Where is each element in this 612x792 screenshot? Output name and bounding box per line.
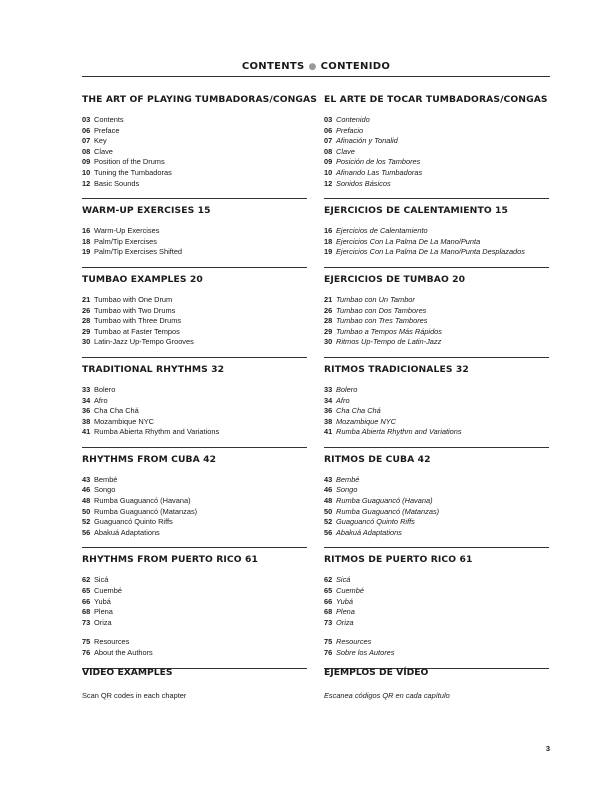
toc-entry[interactable] bbox=[324, 247, 549, 258]
entry-title: Afro bbox=[94, 395, 108, 405]
toc-entry[interactable] bbox=[82, 475, 307, 486]
entry-title: About the Authors bbox=[94, 648, 153, 657]
entry-title: Ritmos Up-Tempo de Latin-Jazz bbox=[336, 337, 442, 347]
section-title: TUMBAO EXAMPLES 20 bbox=[82, 273, 203, 285]
toc-entry[interactable] bbox=[82, 327, 307, 338]
toc-entry[interactable] bbox=[324, 648, 549, 659]
entry-title: Cuembé bbox=[94, 586, 122, 596]
toc-entry[interactable] bbox=[324, 168, 549, 179]
toc-entry[interactable] bbox=[82, 247, 307, 258]
section-title: WARM-UP EXERCISES 15 bbox=[82, 205, 211, 217]
page-ref: 68 bbox=[82, 607, 91, 617]
entry-title: Basic Sounds bbox=[94, 178, 140, 188]
toc-entry[interactable] bbox=[324, 637, 549, 648]
toc-entry[interactable] bbox=[82, 648, 307, 659]
entry-title: Abakuá Adaptations bbox=[336, 527, 402, 537]
toc-entry[interactable] bbox=[324, 475, 549, 486]
toc-list bbox=[82, 385, 307, 438]
page-ref: 36 bbox=[324, 406, 333, 416]
header-divider bbox=[82, 76, 550, 77]
page-ref: 48 bbox=[324, 496, 333, 506]
toc-entry[interactable] bbox=[82, 575, 307, 586]
entry-title: Rumba Guaguancó (Matanzas) bbox=[94, 506, 198, 516]
section-divider bbox=[324, 357, 549, 358]
toc-entry[interactable] bbox=[324, 316, 549, 327]
entry-title: Position of the Drums bbox=[94, 157, 165, 167]
section-divider bbox=[324, 267, 549, 268]
toc-list bbox=[82, 226, 307, 258]
page-ref: 75 bbox=[82, 637, 91, 647]
entry-title: Yubá bbox=[94, 596, 111, 606]
entry-title: Yubá bbox=[336, 596, 353, 606]
page-ref: 06 bbox=[324, 125, 333, 135]
toc-entry[interactable] bbox=[82, 507, 307, 518]
toc-list bbox=[82, 575, 307, 628]
spanish-column bbox=[324, 94, 549, 669]
toc-entry[interactable] bbox=[82, 306, 307, 317]
entry-title: Tumbao a Tempos Más Rápidos bbox=[336, 326, 442, 336]
entry-title: Oriza bbox=[94, 617, 112, 627]
entry-title: Bembé bbox=[336, 474, 360, 484]
toc-entry[interactable] bbox=[82, 396, 307, 407]
page-ref: 03 bbox=[82, 115, 91, 124]
page-ref: 09 bbox=[324, 157, 333, 167]
toc-entry[interactable] bbox=[82, 136, 307, 147]
entry-title: Bolero bbox=[94, 384, 116, 394]
page-ref: 73 bbox=[324, 617, 333, 627]
toc-entry[interactable] bbox=[82, 597, 307, 608]
entry-title: Afinando Las Tumbadoras bbox=[336, 167, 423, 177]
page-ref: 43 bbox=[324, 474, 333, 484]
page-ref: 41 bbox=[82, 427, 91, 437]
toc-entry[interactable] bbox=[82, 179, 307, 190]
page-ref: 38 bbox=[82, 416, 91, 426]
page-ref: 08 bbox=[324, 146, 333, 156]
toc-entry[interactable] bbox=[324, 115, 549, 126]
entry-title: Rumba Abierta Rhythm and Variations bbox=[336, 427, 462, 437]
entry-title: Afro bbox=[336, 395, 350, 405]
page-ref: 10 bbox=[82, 167, 91, 177]
entry-title: Sicá bbox=[94, 575, 109, 585]
entry-title: Tumbao with Three Drums bbox=[94, 316, 182, 326]
section-divider bbox=[324, 447, 549, 448]
entry-title: Tumbao con Dos Tambores bbox=[336, 305, 427, 315]
toc-entry[interactable] bbox=[324, 406, 549, 417]
page-ref: 19 bbox=[82, 247, 91, 257]
entry-title: Rumba Abierta Rhythm and Variations bbox=[94, 427, 220, 437]
page-ref: 16 bbox=[82, 226, 91, 236]
toc-entry[interactable] bbox=[324, 507, 549, 518]
entry-title: Clave bbox=[336, 146, 355, 156]
entry-title: Rumba Guaguancó (Matanzas) bbox=[336, 506, 440, 516]
video-examples-title-es: EJEMPLOS DE VÍDEO bbox=[324, 667, 429, 678]
entry-title: Plena bbox=[94, 607, 113, 617]
page-ref: 21 bbox=[82, 294, 91, 304]
toc-entry[interactable] bbox=[324, 157, 549, 168]
page-ref: 52 bbox=[82, 517, 91, 527]
page-ref: 12 bbox=[82, 178, 91, 188]
entry-title: Cha Cha Chá bbox=[94, 406, 139, 416]
page-ref: 73 bbox=[82, 617, 91, 627]
page-ref: 41 bbox=[324, 427, 333, 437]
page-ref: 06 bbox=[82, 125, 91, 135]
toc-entry[interactable] bbox=[82, 586, 307, 597]
page-ref: 28 bbox=[82, 316, 91, 326]
entry-title: Abakuá Adaptations bbox=[94, 527, 160, 537]
toc-entry[interactable] bbox=[82, 528, 307, 539]
page-ref: 33 bbox=[324, 384, 333, 394]
toc-entry[interactable] bbox=[324, 417, 549, 428]
toc-entry[interactable] bbox=[82, 637, 307, 648]
page-ref: 09 bbox=[82, 157, 91, 167]
page-ref: 50 bbox=[82, 506, 91, 516]
toc-entry[interactable] bbox=[324, 327, 549, 338]
entry-title: Posición de los Tambores bbox=[336, 157, 421, 167]
entry-title: Ejercicios Con La Palma De La Mano/Punta Desplazados bbox=[336, 247, 525, 257]
entry-title: Songo bbox=[336, 485, 358, 495]
toc-entry[interactable] bbox=[324, 237, 549, 248]
page-ref: 07 bbox=[324, 136, 333, 146]
entry-title: Tumbao with Two Drums bbox=[94, 305, 176, 315]
page-ref: 62 bbox=[324, 575, 333, 585]
toc-entry[interactable] bbox=[324, 607, 549, 618]
entry-title: Preface bbox=[94, 125, 120, 135]
entry-title: Tumbao con Un Tambor bbox=[336, 294, 415, 304]
page-ref: 26 bbox=[324, 305, 333, 315]
page-ref: 68 bbox=[324, 607, 333, 617]
bullet-separator-icon: ● bbox=[308, 62, 317, 72]
toc-list bbox=[324, 226, 549, 258]
page-ref: 48 bbox=[82, 496, 91, 506]
page-ref: 76 bbox=[324, 648, 333, 657]
page-ref: 19 bbox=[324, 247, 333, 257]
toc-entry[interactable] bbox=[324, 226, 549, 237]
toc-entry[interactable] bbox=[82, 618, 307, 629]
toc-entry[interactable] bbox=[82, 417, 307, 428]
toc-entry[interactable] bbox=[324, 306, 549, 317]
section-divider bbox=[82, 198, 307, 199]
page-ref: 46 bbox=[324, 485, 333, 495]
page-ref: 65 bbox=[82, 586, 91, 596]
toc-entry[interactable] bbox=[324, 485, 549, 496]
entry-title: Sobre los Autores bbox=[336, 648, 395, 657]
page-ref: 18 bbox=[82, 236, 91, 246]
section-title: RHYTHMS FROM CUBA 42 bbox=[82, 453, 217, 465]
toc-entry[interactable] bbox=[82, 517, 307, 528]
section-title: EJERCICIOS DE TUMBAO 20 bbox=[324, 273, 466, 285]
entry-title: Contenido bbox=[336, 115, 370, 124]
video-examples-description-es: Escanea códigos QR en cada capítulo bbox=[324, 691, 450, 700]
entry-title: Afinación y Tonalid bbox=[336, 136, 398, 146]
entry-title: Tumbao with One Drum bbox=[94, 294, 173, 304]
section-title: RITMOS DE CUBA 42 bbox=[324, 453, 431, 465]
toc-entry[interactable] bbox=[324, 517, 549, 528]
entry-title: Mozambique NYC bbox=[336, 416, 396, 426]
entry-title: Tuning the Tumbadoras bbox=[94, 167, 172, 177]
video-examples-title: VIDEO EXAMPLES bbox=[82, 667, 173, 678]
page-ref: 43 bbox=[82, 474, 91, 484]
entry-title: Plena bbox=[336, 607, 355, 617]
entry-title: Contents bbox=[94, 115, 124, 124]
page-ref: 76 bbox=[82, 648, 91, 657]
page-ref: 52 bbox=[324, 517, 333, 527]
entry-title: Mozambique NYC bbox=[94, 416, 154, 426]
toc-entry[interactable] bbox=[82, 406, 307, 417]
section-divider bbox=[82, 357, 307, 358]
page-ref: 50 bbox=[324, 506, 333, 516]
toc-entry[interactable] bbox=[82, 607, 307, 618]
toc-list bbox=[324, 385, 549, 438]
toc-list bbox=[324, 115, 549, 189]
toc-entry[interactable] bbox=[324, 147, 549, 158]
section-title: THE ART OF PLAYING TUMBADORAS/CONGAS bbox=[82, 94, 317, 105]
page-ref: 21 bbox=[324, 294, 333, 304]
entry-title: Ejercicios de Calentamiento bbox=[336, 226, 428, 236]
entry-title: Clave bbox=[94, 146, 113, 156]
entry-title: Warm-Up Exercises bbox=[94, 226, 160, 236]
section-divider bbox=[324, 547, 549, 548]
entry-title: Palm/Tip Exercises bbox=[94, 236, 157, 246]
toc-list-extra bbox=[82, 637, 307, 658]
entry-title: Guaguancó Quinto Riffs bbox=[94, 517, 173, 527]
page-ref: 18 bbox=[324, 236, 333, 246]
toc-entry[interactable] bbox=[324, 618, 549, 629]
toc-list bbox=[82, 115, 307, 189]
page-ref: 29 bbox=[324, 326, 333, 336]
toc-entry[interactable] bbox=[82, 126, 307, 137]
page-ref: 66 bbox=[324, 596, 333, 606]
toc-entry[interactable] bbox=[324, 597, 549, 608]
entry-title: Latin-Jazz Up-Tempo Grooves bbox=[94, 337, 194, 347]
toc-list bbox=[324, 575, 549, 628]
entry-title: Tumbao at Faster Tempos bbox=[94, 326, 180, 336]
toc-list-extra bbox=[324, 637, 549, 658]
toc-entry[interactable] bbox=[324, 575, 549, 586]
entry-title: Key bbox=[94, 136, 107, 146]
page-ref: 38 bbox=[324, 416, 333, 426]
toc-entry[interactable] bbox=[324, 427, 549, 438]
toc-entry[interactable] bbox=[82, 316, 307, 327]
page-ref: 65 bbox=[324, 586, 333, 596]
entry-title: Prefacio bbox=[336, 125, 364, 135]
section-title: TRADITIONAL RHYTHMS 32 bbox=[82, 363, 225, 375]
toc-entry[interactable] bbox=[82, 237, 307, 248]
page-ref: 03 bbox=[324, 115, 333, 124]
page-ref: 29 bbox=[82, 326, 91, 336]
section-divider bbox=[324, 198, 549, 199]
page-ref: 12 bbox=[324, 178, 333, 188]
page-ref: 16 bbox=[324, 226, 333, 236]
page-ref: 28 bbox=[324, 316, 333, 326]
page-ref: 75 bbox=[324, 637, 333, 647]
toc-entry[interactable] bbox=[82, 427, 307, 438]
page-number: 3 bbox=[545, 744, 550, 753]
page-ref: 46 bbox=[82, 485, 91, 495]
toc-entry[interactable] bbox=[82, 485, 307, 496]
page-ref: 26 bbox=[82, 305, 91, 315]
toc-list bbox=[82, 295, 307, 348]
page-ref: 10 bbox=[324, 167, 333, 177]
entry-title: Songo bbox=[94, 485, 116, 495]
entry-title: Sicá bbox=[336, 575, 351, 585]
entry-title: Resources bbox=[336, 637, 372, 647]
section-title: RITMOS TRADICIONALES 32 bbox=[324, 363, 469, 375]
entry-title: Oriza bbox=[336, 617, 354, 627]
section-title: RHYTHMS FROM PUERTO RICO 61 bbox=[82, 554, 258, 566]
toc-entry[interactable] bbox=[324, 385, 549, 396]
section-divider bbox=[82, 547, 307, 548]
header-english: CONTENTS bbox=[241, 61, 305, 72]
toc-entry[interactable] bbox=[324, 496, 549, 507]
page-ref: 66 bbox=[82, 596, 91, 606]
entry-title: Bolero bbox=[336, 384, 358, 394]
toc-entry[interactable] bbox=[82, 226, 307, 237]
toc-entry[interactable] bbox=[82, 115, 307, 126]
toc-entry[interactable] bbox=[82, 168, 307, 179]
entry-title: Ejercicios Con La Palma De La Mano/Punta bbox=[336, 236, 481, 246]
section-title: EJERCICIOS DE CALENTAMIENTO 15 bbox=[324, 205, 509, 217]
toc-entry[interactable] bbox=[82, 337, 307, 348]
entry-title: Palm/Tip Exercises Shifted bbox=[94, 247, 183, 257]
toc-entry[interactable] bbox=[324, 136, 549, 147]
toc-entry[interactable] bbox=[324, 295, 549, 306]
contents-header bbox=[82, 61, 550, 72]
page-ref: 56 bbox=[82, 527, 91, 537]
entry-title: Guaguancó Quinto Riffs bbox=[336, 517, 415, 527]
toc-entry[interactable] bbox=[324, 396, 549, 407]
page-ref: 30 bbox=[324, 337, 333, 347]
toc-entry[interactable] bbox=[324, 179, 549, 190]
toc-entry[interactable] bbox=[324, 126, 549, 137]
entry-title: Tumbao con Tres Tambores bbox=[336, 316, 428, 326]
entry-title: Cha Cha Chá bbox=[336, 406, 381, 416]
page-ref: 34 bbox=[324, 395, 333, 405]
section-title: RITMOS DE PUERTO RICO 61 bbox=[324, 554, 473, 566]
toc-list bbox=[82, 475, 307, 539]
section-title: EL ARTE DE TOCAR TUMBADORAS/CONGAS bbox=[324, 94, 548, 105]
page-ref: 30 bbox=[82, 337, 91, 347]
entry-title: Rumba Guaguancó (Havana) bbox=[94, 496, 191, 506]
entry-title: Cuembé bbox=[336, 586, 364, 596]
toc-list bbox=[324, 475, 549, 539]
page-ref: 56 bbox=[324, 527, 333, 537]
toc-entry[interactable] bbox=[82, 496, 307, 507]
toc-entry[interactable] bbox=[82, 385, 307, 396]
video-examples-description: Scan QR codes in each chapter bbox=[82, 691, 187, 700]
toc-entry[interactable] bbox=[82, 147, 307, 158]
page-ref: 36 bbox=[82, 406, 91, 416]
english-column bbox=[82, 94, 317, 669]
entry-title: Rumba Guaguancó (Havana) bbox=[336, 496, 433, 506]
toc-entry[interactable] bbox=[324, 337, 549, 348]
page-ref: 08 bbox=[82, 146, 91, 156]
page-ref: 07 bbox=[82, 136, 91, 146]
toc-entry[interactable] bbox=[324, 586, 549, 597]
toc-entry[interactable] bbox=[82, 295, 307, 306]
entry-title: Bembé bbox=[94, 474, 118, 484]
page-ref: 33 bbox=[82, 384, 91, 394]
section-divider bbox=[82, 267, 307, 268]
toc-list bbox=[324, 295, 549, 348]
toc-entry[interactable] bbox=[324, 528, 549, 539]
entry-title: Sonidos Básicos bbox=[336, 178, 391, 188]
page-ref: 62 bbox=[82, 575, 91, 585]
entry-title: Resources bbox=[94, 637, 130, 647]
header-spanish: CONTENIDO bbox=[320, 61, 391, 72]
page-ref: 34 bbox=[82, 395, 91, 405]
section-divider bbox=[82, 447, 307, 448]
toc-entry[interactable] bbox=[82, 157, 307, 168]
